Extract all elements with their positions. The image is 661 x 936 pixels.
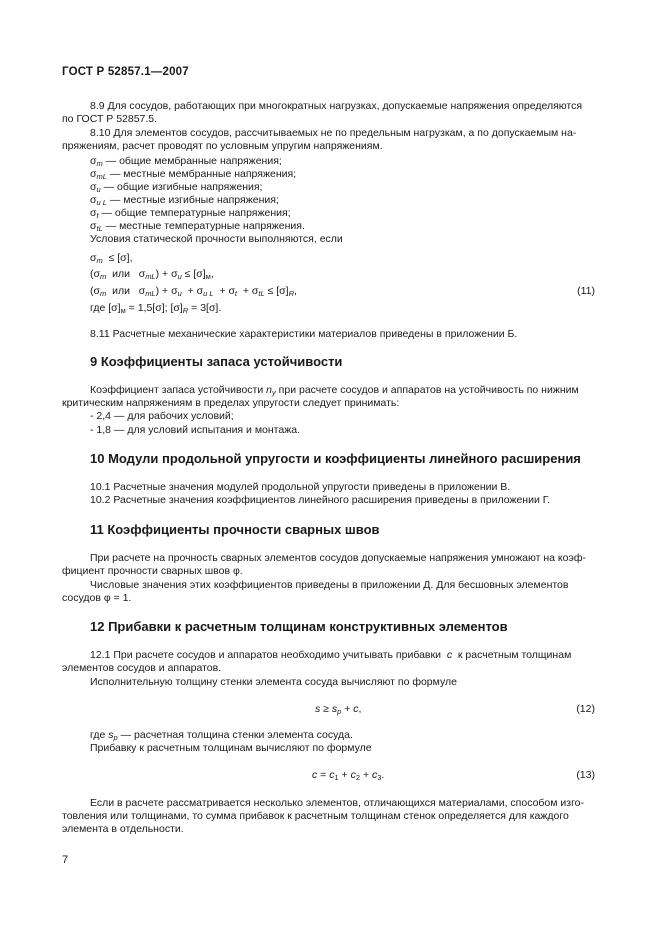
para-8-9-line-1: 8.9 Для сосудов, работающих при многократных нагрузках, допускаемые напряжения определяются — [90, 100, 583, 112]
section-9-line-2: критическим напряжениям в пределах упругости следует принимать: — [62, 397, 400, 409]
definition-sigma-mL: $\sigma_{mL}$ — местные мембранные напряжения; — [90, 168, 297, 181]
section-11-line-3: Числовые значения этих коэффициентов приведены в приложении Д. Для бесшовных элементов — [90, 579, 569, 591]
definition-sigma-iL: $\sigma_{и L}$ — местные изгибные напряжения; — [90, 194, 279, 207]
equation-number-13: (13) — [576, 769, 595, 781]
page-number: 7 — [62, 854, 69, 866]
section-11-heading: 11 Коэффициенты прочности сварных швов — [90, 522, 380, 537]
condition-where: где $[\sigma]_м = 1,5[\sigma]$; $[\sigma]_R = 3[\sigma]$. — [90, 302, 222, 315]
formula-13: $c = c_1 + c_2 + c_3$. — [312, 769, 385, 782]
equation-number-12: (12) — [576, 703, 595, 715]
section-11-line-4: сосудов φ = 1. — [62, 592, 132, 604]
section-11-line-2: фициент прочности сварных швов φ. — [62, 565, 243, 577]
definition-sigma-t: $\sigma_t$ — общие температурные напряжения; — [90, 207, 291, 220]
section-12-line-3: Исполнительную толщину стенки элемента сосуда вычисляют по формуле — [90, 676, 457, 688]
section-9-line-4: - 1,8 — для условий испытания и монтажа. — [90, 424, 300, 436]
para-8-11: 8.11 Расчетные механические характеристики материалов приведены в приложении Б. — [90, 328, 518, 340]
condition-2: ($\sigma_m$ или $\sigma_{mL}) + \sigma_и \le [\sigma]_м$, — [90, 268, 214, 281]
formula-12: $s \ge s_p + c$, — [315, 703, 362, 716]
section-10-line-1: 10.1 Расчетные значения модулей продольной упругости приведены в приложении В. — [90, 481, 511, 493]
equation-number-11: (11) — [577, 285, 595, 297]
section-12-line-8: Если в расчете рассматривается несколько элементов, отличающихся материалами, способом изго- — [90, 797, 585, 809]
section-12-line-10: элемента в отдельности. — [62, 823, 184, 835]
document-code-header: ГОСТ Р 52857.1—2007 — [62, 66, 189, 78]
para-8-9-line-2: по ГОСТ Р 52857.5. — [62, 113, 158, 125]
condition-3: ($\sigma_m$ или $\sigma_{mL}) + \sigma_и + \sigma_{и L} + \sigma_t + \sigma_{tL} \le [\sigma]_R$, — [90, 285, 297, 298]
section-12-line-9: товления или толщинами, то сумма прибавок к расчетным толщинам стенок определяется для каждого — [62, 810, 569, 822]
condition-1: $\sigma_m \le [\sigma]$, — [90, 252, 133, 265]
section-11-line-1: При расчете на прочность сварных элементов сосудов допускаемые напряжения умножают на коэф- — [90, 552, 586, 564]
section-10-heading: 10 Модули продольной упругости и коэффициенты линейного расширения — [90, 451, 581, 466]
section-9-heading: 9 Коэффициенты запаса устойчивости — [90, 354, 343, 369]
section-12-line-6: Прибавку к расчетным толщинам вычисляют по формуле — [90, 742, 372, 754]
section-12-where: где $s_p$ — расчетная толщина стенки элемента сосуда. — [90, 729, 353, 742]
section-9-line-1: Коэффициент запаса устойчивости $n_y$ при расчете сосудов и аппаратов на устойчивость по нижним — [90, 384, 579, 397]
definition-sigma-tL: $\sigma_{tL}$ — местные температурные напряжения. — [90, 220, 305, 233]
section-12-heading: 12 Прибавки к расчетным толщинам конструктивных элементов — [90, 619, 508, 634]
definition-sigma-m: $\sigma_m$ — общие мембранные напряжения; — [90, 155, 282, 168]
definition-sigma-i: $\sigma_и$ — общие изгибные напряжения; — [90, 181, 263, 194]
section-9-line-3: - 2,4 — для рабочих условий; — [90, 410, 234, 422]
para-8-10-line-1: 8.10 Для элементов сосудов, рассчитываемых не по предельным нагрузкам, а по допускаемым на- — [90, 127, 577, 139]
para-8-10-line-2: пряжениям, расчет проводят по условным упругим напряжениям. — [62, 140, 383, 152]
section-10-line-2: 10.2 Расчетные значения коэффициентов линейного расширения приведены в приложении Г. — [90, 494, 551, 506]
section-12-line-2: элементов сосудов и аппаратов. — [62, 662, 222, 674]
section-12-line-1: 12.1 При расчете сосудов и аппаратов необходимо учитывать прибавки c к расчетным толщинам — [90, 649, 572, 661]
strength-conditions-intro: Условия статической прочности выполняются, если — [90, 233, 343, 245]
